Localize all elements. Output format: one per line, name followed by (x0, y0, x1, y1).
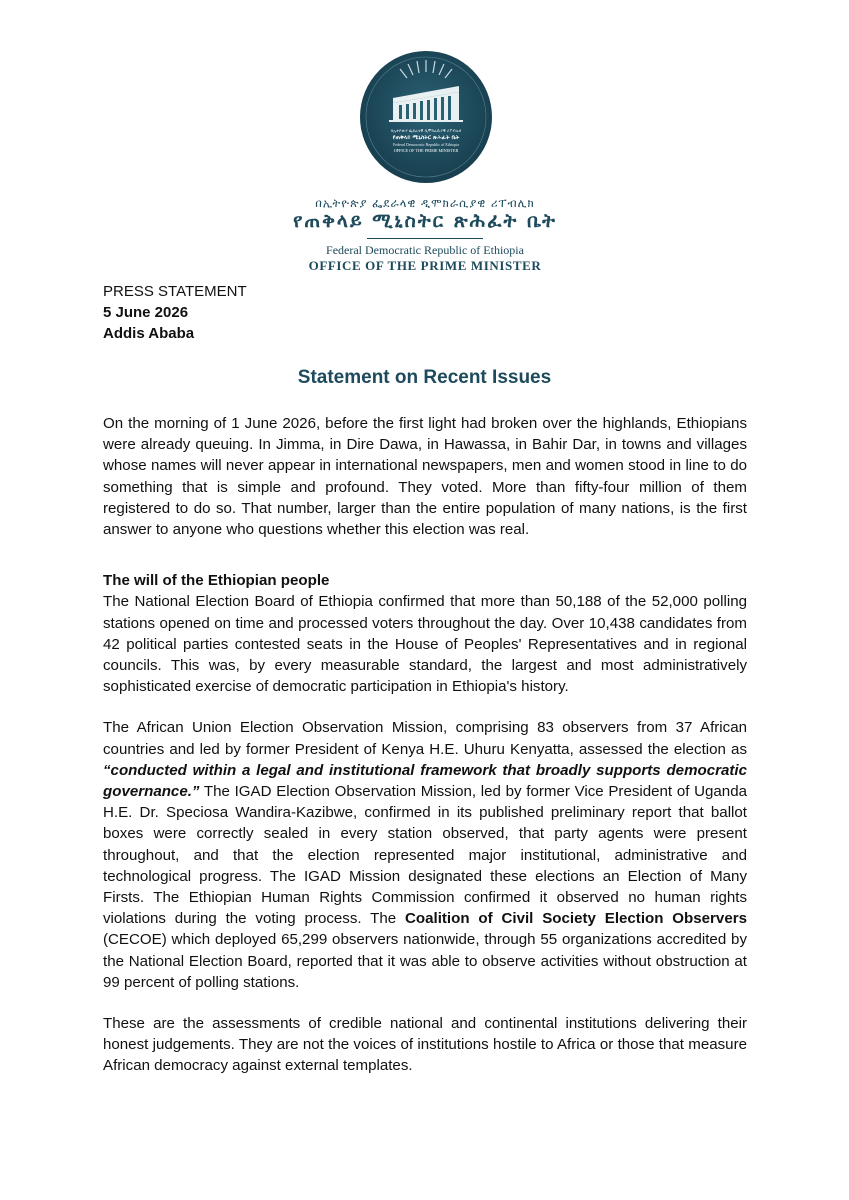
statement-title: Statement on Recent Issues (297, 367, 552, 388)
observers-text-a: The African Union Election Observation Mission, comprising 83 observers from 37 African countries and led by former President of Kenya H.E. Uhuru Kenyatta, assessed the election as (103, 719, 747, 758)
statement-date: 5 June 2026 (103, 304, 189, 321)
seal-text-amharic-small: በኢትዮጵያ ፌደራላዊ ዲሞክራሲያዊ ሪፐብሊክ (390, 128, 462, 133)
observers-text-c: (CECOE) which deployed 65,299 observers nationwide, through 55 organizations accredited by the National Election Board, reported that it was able to observe activities without obstruction at 99 percent of polling stations. (103, 931, 747, 991)
statement-meta (103, 281, 247, 344)
paragraph-assessments: These are the assessments of credible national and continental institutions delivering their honest judgements. They are not the voices of institutions hostile to Africa or those that measure African democracy against external templates. (103, 1015, 747, 1075)
org-name-amharic-line2: የጠቅላይ ሚኒስትር ጽሕፈት ቤት (293, 210, 557, 232)
section-heading: The will of the Ethiopian people (103, 572, 330, 590)
au-quote: “conducted within a legal and institutional framework that broadly supports democratic governance.” (103, 761, 747, 801)
paragraph-election-board: The National Election Board of Ethiopia confirmed that more than 50,188 of the 52,000 polling stations opened on time and processed voters throughout the day. Over 10,438 candidates from 42 political parties contested seats in the House of Peoples' Representatives and in regional councils. This was, by every measurable standard, the largest and most administratively sophisticated exercise of democratic participation in Ethiopia's history. (103, 593, 747, 696)
org-name-amharic-line1: በኢትዮጵያ ፌደራላዊ ዲሞክራሲያዊ ሪፐብሊክ (315, 196, 535, 210)
org-name-english-line2: OFFICE OF THE PRIME MINISTER (308, 258, 542, 273)
seal-text-english-big: OFFICE OF THE PRIME MINISTER (393, 148, 459, 153)
paragraph-observers (103, 717, 747, 993)
seal-text-amharic-big: የጠቅላይ ሚኒስትር ጽሕፈት ቤት (392, 135, 460, 141)
statement-type: PRESS STATEMENT (103, 283, 247, 300)
statement-location: Addis Ababa (103, 325, 195, 342)
org-name-english-line1: Federal Democratic Republic of Ethiopia (326, 243, 524, 257)
observers-text-b: The IGAD Election Observation Mission, led by former Vice President of Uganda H.E. Dr. Speciosa Wandira-Kazibwe, confirmed in its published preliminary report that ballot boxes were correctly sealed in every station observed, that party agents were present throughout, and that the election represented major institutional, administrative and technological progress. The IGAD Mission designated these elections an Election of Many Firsts. The Ethiopian Human Rights Commission confirmed it observed no human rights violations during the voting process. The (103, 783, 747, 928)
paragraph-intro: On the morning of 1 June 2026, before the first light had broken over the highlands, Ethiopians were already queuing. In Jimma, in Dire Dawa, in Hawassa, in Bahir Dar, in towns and villages whose names will never appear in international newspapers, men and women stood in line to do something that is simple and profound. They voted. More than fifty-four million of them registered to do so. That number, larger than the entire population of many nations, is the first answer to anyone who questions whether this election was real. (103, 415, 747, 539)
letterhead-divider (367, 238, 483, 239)
statement-body (103, 413, 747, 1077)
office-seal-logo (359, 50, 493, 184)
cecoe-name: Coalition of Civil Society Election Observers (405, 910, 747, 928)
seal-text-english-small: Federal Democratic Republic of Ethiopia (393, 142, 459, 147)
